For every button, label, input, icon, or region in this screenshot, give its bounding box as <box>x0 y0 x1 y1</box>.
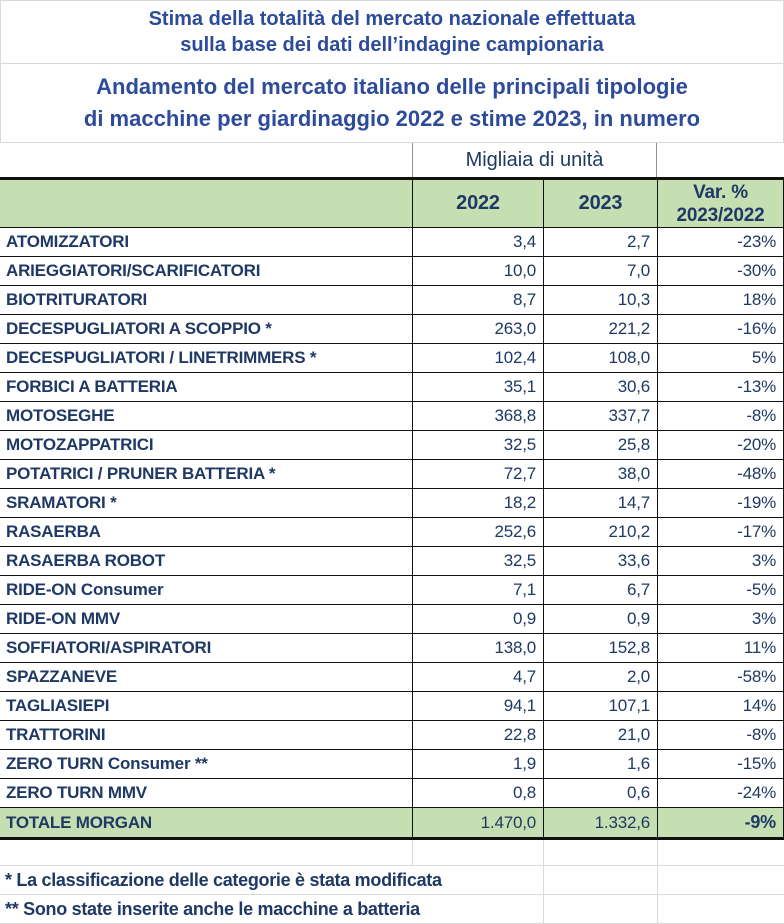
value-2022-cell: 22,8 <box>412 721 543 749</box>
var-pct-cell: -58% <box>657 663 784 691</box>
col-header-2022: 2022 <box>412 180 543 227</box>
var-pct-cell: -20% <box>657 431 784 459</box>
var-pct-cell: -48% <box>657 460 784 488</box>
table-header-row <box>0 177 784 228</box>
category-cell: DECESPUGLIATORI A SCOPPIO * <box>6 319 272 338</box>
table-row <box>0 286 784 315</box>
var-pct-cell: -30% <box>657 257 784 285</box>
spacer-row <box>0 840 784 866</box>
table-row <box>0 605 784 634</box>
value-2023-cell: 152,8 <box>543 634 657 662</box>
total-2023-cell: 1.332,6 <box>543 808 657 837</box>
estimate-subtitle-line2: sulla base dei dati dell’indagine campionaria <box>180 34 604 56</box>
value-2022-cell: 72,7 <box>412 460 543 488</box>
spacer-cell <box>657 840 784 865</box>
category-cell: ARIEGGIATORI/SCARIFICATORI <box>6 261 261 280</box>
category-cell: TAGLIASIEPI <box>6 696 110 715</box>
spacer-cell <box>0 840 412 865</box>
var-pct-cell: -8% <box>657 402 784 430</box>
footnote-spacer-cell <box>657 895 784 923</box>
table-row <box>0 663 784 692</box>
page-title-line1: Andamento del mercato italiano delle principali tipologie <box>96 74 688 99</box>
table-row <box>0 518 784 547</box>
table-row <box>0 402 784 431</box>
value-2022-cell: 102,4 <box>412 344 543 372</box>
table-row <box>0 779 784 808</box>
total-var-cell: -9% <box>657 808 784 837</box>
total-label-cell: TOTALE MORGAN <box>6 812 152 832</box>
value-2023-cell: 7,0 <box>543 257 657 285</box>
footnote-spacer-cell <box>543 866 657 894</box>
category-cell: BIOTRITURATORI <box>6 290 148 309</box>
page-title <box>0 64 784 143</box>
value-2022-cell: 3,4 <box>412 228 543 256</box>
value-2023-cell: 30,6 <box>543 373 657 401</box>
col-header-2023: 2023 <box>543 180 657 227</box>
var-pct-cell: -15% <box>657 750 784 778</box>
total-2022-cell: 1.470,0 <box>412 808 543 837</box>
category-cell: MOTOZAPPATRICI <box>6 435 154 454</box>
value-2023-cell: 10,3 <box>543 286 657 314</box>
table-row <box>0 547 784 576</box>
value-2022-cell: 94,1 <box>412 692 543 720</box>
value-2023-cell: 6,7 <box>543 576 657 604</box>
value-2023-cell: 25,8 <box>543 431 657 459</box>
var-pct-cell: -16% <box>657 315 784 343</box>
footnote-2: ** Sono state inserite anche le macchine a batteria <box>5 898 420 919</box>
value-2022-cell: 1,9 <box>412 750 543 778</box>
col-header-var-pct <box>657 180 784 227</box>
var-pct-cell: 5% <box>657 344 784 372</box>
value-2022-cell: 252,6 <box>412 518 543 546</box>
value-2022-cell: 32,5 <box>412 547 543 575</box>
value-2023-cell: 2,0 <box>543 663 657 691</box>
var-pct-cell: -19% <box>657 489 784 517</box>
col-header-var-line2: 2023/2022 <box>676 204 765 226</box>
value-2022-cell: 4,7 <box>412 663 543 691</box>
value-2023-cell: 0,9 <box>543 605 657 633</box>
page-title-line2: di macchine per giardinaggio 2022 e stime 2023, in numero <box>83 106 701 131</box>
table-row <box>0 315 784 344</box>
value-2022-cell: 7,1 <box>412 576 543 604</box>
var-pct-cell: -17% <box>657 518 784 546</box>
category-cell: RASAERBA <box>6 522 101 541</box>
table-row <box>0 721 784 750</box>
value-2022-cell: 18,2 <box>412 489 543 517</box>
total-row <box>0 808 784 840</box>
value-2022-cell: 263,0 <box>412 315 543 343</box>
table-row <box>0 634 784 663</box>
var-pct-cell: 18% <box>657 286 784 314</box>
var-pct-cell: -8% <box>657 721 784 749</box>
category-cell: FORBICI A BATTERIA <box>6 377 178 396</box>
var-pct-cell: -24% <box>657 779 784 807</box>
category-cell: RASAERBA ROBOT <box>6 551 166 570</box>
category-cell: ZERO TURN Consumer ** <box>6 754 208 773</box>
unit-row-spacer-right <box>657 143 784 177</box>
col-header-var-line1: Var. % <box>693 181 748 203</box>
category-cell: SOFFIATORI/ASPIRATORI <box>6 638 212 657</box>
footnote-row-2 <box>0 895 784 924</box>
value-2022-cell: 0,9 <box>412 605 543 633</box>
value-2023-cell: 38,0 <box>543 460 657 488</box>
category-cell: SPAZZANEVE <box>6 667 118 686</box>
category-cell: MOTOSEGHE <box>6 406 115 425</box>
category-cell: RIDE-ON Consumer <box>6 580 164 599</box>
value-2023-cell: 2,7 <box>543 228 657 256</box>
table-row <box>0 750 784 779</box>
value-2023-cell: 108,0 <box>543 344 657 372</box>
var-pct-cell: 14% <box>657 692 784 720</box>
var-pct-cell: -13% <box>657 373 784 401</box>
value-2023-cell: 0,6 <box>543 779 657 807</box>
table-row <box>0 576 784 605</box>
table-row <box>0 692 784 721</box>
footnote-row-1 <box>0 866 784 895</box>
spacer-cell <box>543 840 657 865</box>
category-cell: ZERO TURN MMV <box>6 783 147 802</box>
value-2023-cell: 1,6 <box>543 750 657 778</box>
footnote-spacer-cell <box>543 895 657 923</box>
value-2023-cell: 33,6 <box>543 547 657 575</box>
unit-row <box>0 143 784 177</box>
category-cell: DECESPUGLIATORI / LINETRIMMERS * <box>6 348 317 367</box>
table-row <box>0 489 784 518</box>
value-2023-cell: 221,2 <box>543 315 657 343</box>
value-2022-cell: 8,7 <box>412 286 543 314</box>
category-cell: RIDE-ON MMV <box>6 609 120 628</box>
category-cell: POTATRICI / PRUNER BATTERIA * <box>6 464 276 483</box>
value-2022-cell: 10,0 <box>412 257 543 285</box>
unit-header: Migliaia di unità <box>412 143 657 177</box>
value-2022-cell: 368,8 <box>412 402 543 430</box>
table-row <box>0 431 784 460</box>
footnote-1: * La classificazione delle categorie è stata modificata <box>5 869 442 890</box>
value-2023-cell: 14,7 <box>543 489 657 517</box>
category-column-header <box>0 180 412 227</box>
table-row <box>0 373 784 402</box>
value-2022-cell: 0,8 <box>412 779 543 807</box>
table-row <box>0 344 784 373</box>
table-body <box>0 228 784 808</box>
value-2023-cell: 21,0 <box>543 721 657 749</box>
category-cell: TRATTORINI <box>6 725 106 744</box>
estimate-subtitle <box>0 0 784 64</box>
var-pct-cell: 11% <box>657 634 784 662</box>
value-2023-cell: 337,7 <box>543 402 657 430</box>
table-row <box>0 257 784 286</box>
category-cell: SRAMATORI * <box>6 493 117 512</box>
var-pct-cell: -23% <box>657 228 784 256</box>
value-2023-cell: 107,1 <box>543 692 657 720</box>
value-2023-cell: 210,2 <box>543 518 657 546</box>
unit-row-spacer-left <box>0 143 412 177</box>
var-pct-cell: 3% <box>657 605 784 633</box>
category-cell: ATOMIZZATORI <box>6 232 129 251</box>
value-2022-cell: 32,5 <box>412 431 543 459</box>
footnote-spacer-cell <box>657 866 784 894</box>
estimate-subtitle-line1: Stima della totalità del mercato nazionale effettuata <box>148 8 636 30</box>
table-row <box>0 460 784 489</box>
var-pct-cell: 3% <box>657 547 784 575</box>
value-2022-cell: 35,1 <box>412 373 543 401</box>
value-2022-cell: 138,0 <box>412 634 543 662</box>
var-pct-cell: -5% <box>657 576 784 604</box>
spacer-cell <box>412 840 543 865</box>
table-row <box>0 228 784 257</box>
